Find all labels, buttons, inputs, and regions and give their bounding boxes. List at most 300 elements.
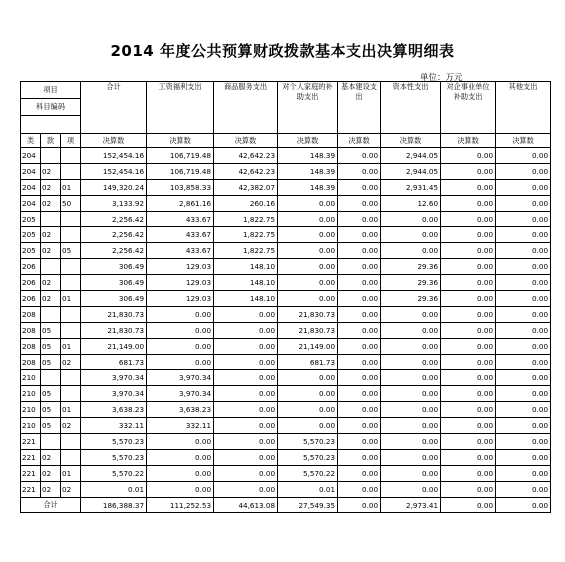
value-cell: 0.00 bbox=[381, 370, 441, 386]
value-cell: 0.00 bbox=[496, 291, 551, 307]
sub-header-construction: 决算数 bbox=[338, 134, 381, 148]
value-cell: 5,570.22 bbox=[81, 465, 147, 481]
xiang-code bbox=[61, 211, 81, 227]
table-row bbox=[21, 322, 551, 338]
value-cell: 129.03 bbox=[147, 259, 214, 275]
value-cell: 0.00 bbox=[441, 243, 496, 259]
value-cell: 0.00 bbox=[278, 211, 338, 227]
sub-header-other: 决算数 bbox=[496, 134, 551, 148]
value-cell: 0.00 bbox=[214, 402, 278, 418]
value-cell: 0.00 bbox=[214, 306, 278, 322]
kuan-code bbox=[41, 434, 61, 450]
value-cell: 103,858.33 bbox=[147, 179, 214, 195]
value-cell: 0.00 bbox=[441, 195, 496, 211]
col-header-wages: 工资福利支出 bbox=[147, 82, 214, 134]
value-cell: 0.00 bbox=[496, 338, 551, 354]
value-cell: 29.36 bbox=[381, 275, 441, 291]
value-cell: 0.00 bbox=[496, 227, 551, 243]
value-cell: 1,822.75 bbox=[214, 243, 278, 259]
value-cell: 0.00 bbox=[381, 243, 441, 259]
value-cell: 0.00 bbox=[496, 434, 551, 450]
value-cell: 0.00 bbox=[496, 402, 551, 418]
value-cell: 152,454.16 bbox=[81, 148, 147, 164]
xiang-code bbox=[61, 227, 81, 243]
value-cell: 0.00 bbox=[441, 465, 496, 481]
value-cell: 2,944.05 bbox=[381, 148, 441, 164]
value-cell: 0.00 bbox=[496, 354, 551, 370]
xiang-code: 02 bbox=[61, 481, 81, 497]
value-cell: 0.00 bbox=[278, 195, 338, 211]
total-cell: 0.00 bbox=[441, 497, 496, 513]
lei-code: 210 bbox=[21, 402, 41, 418]
value-cell: 0.00 bbox=[441, 259, 496, 275]
kuan-header: 款 bbox=[41, 134, 61, 148]
value-cell: 0.00 bbox=[147, 338, 214, 354]
total-cell: 44,613.08 bbox=[214, 497, 278, 513]
xiang-code: 02 bbox=[61, 418, 81, 434]
lei-code: 210 bbox=[21, 386, 41, 402]
value-cell: 0.00 bbox=[441, 322, 496, 338]
value-cell: 149,320.24 bbox=[81, 179, 147, 195]
col-header-capital: 资本性支出 bbox=[381, 82, 441, 134]
value-cell: 106,719.48 bbox=[147, 148, 214, 164]
kuan-code: 02 bbox=[41, 291, 61, 307]
value-cell: 0.00 bbox=[214, 338, 278, 354]
value-cell: 0.00 bbox=[278, 291, 338, 307]
kuan-code: 02 bbox=[41, 243, 61, 259]
value-cell: 5,570.23 bbox=[81, 434, 147, 450]
header-spacer bbox=[21, 116, 81, 134]
lei-code: 221 bbox=[21, 465, 41, 481]
value-cell: 0.00 bbox=[338, 322, 381, 338]
sub-header-household-subsidy: 决算数 bbox=[278, 134, 338, 148]
value-cell: 0.00 bbox=[338, 338, 381, 354]
table-row bbox=[21, 291, 551, 307]
value-cell: 433.67 bbox=[147, 211, 214, 227]
value-cell: 12.60 bbox=[381, 195, 441, 211]
value-cell: 0.00 bbox=[381, 465, 441, 481]
lei-code: 221 bbox=[21, 434, 41, 450]
value-cell: 0.00 bbox=[381, 354, 441, 370]
kuan-code: 05 bbox=[41, 322, 61, 338]
lei-code: 210 bbox=[21, 418, 41, 434]
table-row bbox=[21, 402, 551, 418]
value-cell: 0.00 bbox=[496, 322, 551, 338]
value-cell: 29.36 bbox=[381, 259, 441, 275]
value-cell: 2,256.42 bbox=[81, 227, 147, 243]
total-cell: 27,549.35 bbox=[278, 497, 338, 513]
value-cell: 0.00 bbox=[441, 370, 496, 386]
value-cell: 2,944.05 bbox=[381, 163, 441, 179]
value-cell: 681.73 bbox=[278, 354, 338, 370]
value-cell: 0.00 bbox=[278, 275, 338, 291]
value-cell: 0.00 bbox=[214, 386, 278, 402]
value-cell: 3,970.34 bbox=[147, 370, 214, 386]
value-cell: 0.00 bbox=[147, 434, 214, 450]
value-cell: 3,638.23 bbox=[147, 402, 214, 418]
value-cell: 0.00 bbox=[496, 163, 551, 179]
xiang-code: 01 bbox=[61, 291, 81, 307]
kuan-code: 05 bbox=[41, 338, 61, 354]
value-cell: 0.00 bbox=[381, 386, 441, 402]
kuan-code: 02 bbox=[41, 275, 61, 291]
lei-code: 221 bbox=[21, 481, 41, 497]
value-cell: 433.67 bbox=[147, 243, 214, 259]
total-label: 合计 bbox=[21, 497, 81, 513]
value-cell: 0.00 bbox=[496, 370, 551, 386]
value-cell: 0.00 bbox=[441, 211, 496, 227]
value-cell: 306.49 bbox=[81, 275, 147, 291]
value-cell: 0.00 bbox=[338, 163, 381, 179]
value-cell: 0.00 bbox=[441, 338, 496, 354]
value-cell: 0.00 bbox=[381, 481, 441, 497]
value-cell: 332.11 bbox=[81, 418, 147, 434]
value-cell: 0.00 bbox=[381, 322, 441, 338]
table-row bbox=[21, 418, 551, 434]
table-row bbox=[21, 481, 551, 497]
value-cell: 0.00 bbox=[381, 434, 441, 450]
value-cell: 0.00 bbox=[278, 227, 338, 243]
col-header-goods-services: 商品服务支出 bbox=[214, 82, 278, 134]
value-cell: 0.00 bbox=[381, 338, 441, 354]
value-cell: 0.00 bbox=[441, 402, 496, 418]
table-row bbox=[21, 386, 551, 402]
value-cell: 3,970.34 bbox=[147, 386, 214, 402]
value-cell: 152,454.16 bbox=[81, 163, 147, 179]
value-cell: 129.03 bbox=[147, 275, 214, 291]
table-row bbox=[21, 449, 551, 465]
kuan-code bbox=[41, 148, 61, 164]
kuan-code: 02 bbox=[41, 195, 61, 211]
xiang-code: 01 bbox=[61, 179, 81, 195]
total-cell: 2,973.41 bbox=[381, 497, 441, 513]
value-cell: 0.00 bbox=[338, 434, 381, 450]
value-cell: 42,642.23 bbox=[214, 148, 278, 164]
value-cell: 0.00 bbox=[147, 481, 214, 497]
value-cell: 1,822.75 bbox=[214, 227, 278, 243]
xiang-code: 02 bbox=[61, 354, 81, 370]
value-cell: 2,861.16 bbox=[147, 195, 214, 211]
value-cell: 0.00 bbox=[496, 481, 551, 497]
xiang-code bbox=[61, 322, 81, 338]
value-cell: 148.10 bbox=[214, 259, 278, 275]
value-cell: 0.00 bbox=[338, 259, 381, 275]
value-cell: 0.00 bbox=[338, 386, 381, 402]
value-cell: 148.39 bbox=[278, 163, 338, 179]
value-cell: 0.00 bbox=[496, 386, 551, 402]
table-row bbox=[21, 275, 551, 291]
kuan-code bbox=[41, 370, 61, 386]
table-row bbox=[21, 211, 551, 227]
value-cell: 0.00 bbox=[147, 465, 214, 481]
value-cell: 2,256.42 bbox=[81, 243, 147, 259]
value-cell: 433.67 bbox=[147, 227, 214, 243]
xiang-header: 项 bbox=[61, 134, 81, 148]
table-row bbox=[21, 148, 551, 164]
value-cell: 0.00 bbox=[338, 481, 381, 497]
table-body bbox=[21, 148, 551, 498]
xiang-code bbox=[61, 163, 81, 179]
value-cell: 0.00 bbox=[338, 211, 381, 227]
value-cell: 0.00 bbox=[441, 418, 496, 434]
value-cell: 2,256.42 bbox=[81, 211, 147, 227]
value-cell: 0.00 bbox=[338, 291, 381, 307]
value-cell: 0.00 bbox=[441, 481, 496, 497]
table-row bbox=[21, 163, 551, 179]
value-cell: 0.00 bbox=[214, 354, 278, 370]
page-title: 2014 年度公共预算财政拨款基本支出决算明细表 bbox=[110, 42, 455, 60]
value-cell: 306.49 bbox=[81, 291, 147, 307]
value-cell: 681.73 bbox=[81, 354, 147, 370]
value-cell: 21,830.73 bbox=[278, 306, 338, 322]
value-cell: 106,719.48 bbox=[147, 163, 214, 179]
value-cell: 0.00 bbox=[496, 243, 551, 259]
value-cell: 0.00 bbox=[381, 402, 441, 418]
xiang-code: 05 bbox=[61, 243, 81, 259]
value-cell: 306.49 bbox=[81, 259, 147, 275]
lei-header: 类 bbox=[21, 134, 41, 148]
value-cell: 0.00 bbox=[278, 386, 338, 402]
value-cell: 0.00 bbox=[278, 370, 338, 386]
value-cell: 3,638.23 bbox=[81, 402, 147, 418]
value-cell: 21,149.00 bbox=[81, 338, 147, 354]
value-cell: 0.00 bbox=[338, 179, 381, 195]
value-cell: 0.00 bbox=[496, 148, 551, 164]
value-cell: 5,570.23 bbox=[278, 449, 338, 465]
lei-code: 205 bbox=[21, 243, 41, 259]
value-cell: 0.00 bbox=[381, 449, 441, 465]
value-cell: 0.01 bbox=[278, 481, 338, 497]
xiang-code bbox=[61, 386, 81, 402]
xiang-code bbox=[61, 148, 81, 164]
value-cell: 148.10 bbox=[214, 275, 278, 291]
col-header-total: 合计 bbox=[81, 82, 147, 134]
project-header: 项目 bbox=[21, 82, 81, 99]
value-cell: 5,570.23 bbox=[81, 449, 147, 465]
value-cell: 148.39 bbox=[278, 179, 338, 195]
subject-code-header: 科目编码 bbox=[21, 99, 81, 116]
value-cell: 0.00 bbox=[381, 306, 441, 322]
table-row bbox=[21, 259, 551, 275]
kuan-code: 02 bbox=[41, 227, 61, 243]
value-cell: 21,149.00 bbox=[278, 338, 338, 354]
value-cell: 3,970.34 bbox=[81, 386, 147, 402]
lei-code: 208 bbox=[21, 354, 41, 370]
sub-header-goods-services: 决算数 bbox=[214, 134, 278, 148]
value-cell: 0.00 bbox=[441, 449, 496, 465]
value-cell: 0.00 bbox=[147, 322, 214, 338]
expenditure-table bbox=[20, 81, 551, 513]
xiang-code: 01 bbox=[61, 338, 81, 354]
kuan-code: 02 bbox=[41, 163, 61, 179]
value-cell: 0.00 bbox=[441, 354, 496, 370]
value-cell: 0.00 bbox=[214, 449, 278, 465]
total-cell: 111,252.53 bbox=[147, 497, 214, 513]
value-cell: 0.00 bbox=[214, 434, 278, 450]
kuan-code: 02 bbox=[41, 465, 61, 481]
value-cell: 0.00 bbox=[496, 179, 551, 195]
value-cell: 0.00 bbox=[441, 386, 496, 402]
value-cell: 0.00 bbox=[338, 195, 381, 211]
lei-code: 204 bbox=[21, 179, 41, 195]
value-cell: 0.00 bbox=[441, 434, 496, 450]
value-cell: 0.00 bbox=[278, 402, 338, 418]
value-cell: 0.00 bbox=[496, 259, 551, 275]
value-cell: 0.00 bbox=[338, 243, 381, 259]
value-cell: 0.00 bbox=[441, 148, 496, 164]
sub-header-total: 决算数 bbox=[81, 134, 147, 148]
table-row bbox=[21, 195, 551, 211]
value-cell: 5,570.23 bbox=[278, 434, 338, 450]
xiang-code: 01 bbox=[61, 402, 81, 418]
kuan-code: 02 bbox=[41, 179, 61, 195]
value-cell: 0.00 bbox=[381, 227, 441, 243]
xiang-code bbox=[61, 259, 81, 275]
table-row bbox=[21, 465, 551, 481]
xiang-code bbox=[61, 306, 81, 322]
value-cell: 0.00 bbox=[441, 163, 496, 179]
value-cell: 42,642.23 bbox=[214, 163, 278, 179]
value-cell: 0.00 bbox=[496, 465, 551, 481]
value-cell: 0.00 bbox=[441, 306, 496, 322]
col-header-household-subsidy: 对个人家庭的补助支出 bbox=[278, 82, 338, 134]
col-header-construction: 基本建设支出 bbox=[338, 82, 381, 134]
table-row bbox=[21, 370, 551, 386]
sub-header-wages: 决算数 bbox=[147, 134, 214, 148]
value-cell: 0.00 bbox=[496, 418, 551, 434]
value-cell: 0.00 bbox=[381, 418, 441, 434]
sub-header-enterprise-subsidy: 决算数 bbox=[441, 134, 496, 148]
col-header-other: 其他支出 bbox=[496, 82, 551, 134]
value-cell: 129.03 bbox=[147, 291, 214, 307]
value-cell: 0.00 bbox=[496, 306, 551, 322]
value-cell: 0.00 bbox=[381, 211, 441, 227]
lei-code: 208 bbox=[21, 306, 41, 322]
value-cell: 0.00 bbox=[441, 227, 496, 243]
lei-code: 205 bbox=[21, 211, 41, 227]
value-cell: 0.00 bbox=[338, 402, 381, 418]
lei-code: 210 bbox=[21, 370, 41, 386]
lei-code: 206 bbox=[21, 259, 41, 275]
table-row bbox=[21, 434, 551, 450]
value-cell: 0.00 bbox=[441, 275, 496, 291]
kuan-code: 05 bbox=[41, 386, 61, 402]
value-cell: 0.00 bbox=[214, 465, 278, 481]
kuan-code: 05 bbox=[41, 354, 61, 370]
value-cell: 0.00 bbox=[278, 259, 338, 275]
value-cell: 0.00 bbox=[278, 418, 338, 434]
value-cell: 0.00 bbox=[441, 291, 496, 307]
value-cell: 29.36 bbox=[381, 291, 441, 307]
table-row bbox=[21, 354, 551, 370]
lei-code: 204 bbox=[21, 195, 41, 211]
value-cell: 0.00 bbox=[278, 243, 338, 259]
unit-label: 单位：万元 bbox=[420, 73, 463, 83]
lei-code: 205 bbox=[21, 227, 41, 243]
value-cell: 0.00 bbox=[496, 211, 551, 227]
value-cell: 0.00 bbox=[496, 195, 551, 211]
xiang-code bbox=[61, 275, 81, 291]
value-cell: 21,830.73 bbox=[81, 322, 147, 338]
xiang-code: 50 bbox=[61, 195, 81, 211]
kuan-code: 05 bbox=[41, 402, 61, 418]
total-cell: 186,388.37 bbox=[81, 497, 147, 513]
lei-code: 206 bbox=[21, 275, 41, 291]
table-row bbox=[21, 306, 551, 322]
xiang-code: 01 bbox=[61, 465, 81, 481]
value-cell: 3,970.34 bbox=[81, 370, 147, 386]
value-cell: 332.11 bbox=[147, 418, 214, 434]
table-row bbox=[21, 227, 551, 243]
value-cell: 148.39 bbox=[278, 148, 338, 164]
xiang-code bbox=[61, 449, 81, 465]
table-row bbox=[21, 243, 551, 259]
xiang-code bbox=[61, 370, 81, 386]
total-cell: 0.00 bbox=[338, 497, 381, 513]
value-cell: 0.00 bbox=[147, 354, 214, 370]
kuan-code: 05 bbox=[41, 418, 61, 434]
total-row bbox=[21, 497, 551, 513]
value-cell: 0.00 bbox=[338, 354, 381, 370]
value-cell: 0.00 bbox=[496, 275, 551, 291]
value-cell: 0.00 bbox=[441, 179, 496, 195]
value-cell: 0.01 bbox=[81, 481, 147, 497]
value-cell: 0.00 bbox=[147, 306, 214, 322]
value-cell: 260.16 bbox=[214, 195, 278, 211]
value-cell: 0.00 bbox=[338, 227, 381, 243]
lei-code: 204 bbox=[21, 148, 41, 164]
kuan-code: 02 bbox=[41, 449, 61, 465]
value-cell: 0.00 bbox=[338, 449, 381, 465]
value-cell: 0.00 bbox=[147, 449, 214, 465]
value-cell: 0.00 bbox=[338, 148, 381, 164]
value-cell: 42,382.07 bbox=[214, 179, 278, 195]
value-cell: 0.00 bbox=[214, 322, 278, 338]
kuan-code bbox=[41, 259, 61, 275]
xiang-code bbox=[61, 434, 81, 450]
kuan-code bbox=[41, 211, 61, 227]
value-cell: 148.10 bbox=[214, 291, 278, 307]
value-cell: 0.00 bbox=[214, 481, 278, 497]
value-cell: 1,822.75 bbox=[214, 211, 278, 227]
value-cell: 2,931.45 bbox=[381, 179, 441, 195]
lei-code: 221 bbox=[21, 449, 41, 465]
total-cell: 0.00 bbox=[496, 497, 551, 513]
value-cell: 3,133.92 bbox=[81, 195, 147, 211]
lei-code: 208 bbox=[21, 322, 41, 338]
table-row bbox=[21, 338, 551, 354]
kuan-code: 02 bbox=[41, 481, 61, 497]
value-cell: 0.00 bbox=[338, 465, 381, 481]
col-header-enterprise-subsidy: 对企事业单位补助支出 bbox=[441, 82, 496, 134]
lei-code: 206 bbox=[21, 291, 41, 307]
value-cell: 0.00 bbox=[338, 418, 381, 434]
lei-code: 204 bbox=[21, 163, 41, 179]
value-cell: 0.00 bbox=[214, 370, 278, 386]
value-cell: 0.00 bbox=[214, 418, 278, 434]
value-cell: 21,830.73 bbox=[278, 322, 338, 338]
value-cell: 5,570.22 bbox=[278, 465, 338, 481]
value-cell: 0.00 bbox=[496, 449, 551, 465]
value-cell: 0.00 bbox=[338, 275, 381, 291]
value-cell: 0.00 bbox=[338, 370, 381, 386]
sub-header-capital: 决算数 bbox=[381, 134, 441, 148]
table-row bbox=[21, 179, 551, 195]
value-cell: 0.00 bbox=[338, 306, 381, 322]
kuan-code bbox=[41, 306, 61, 322]
lei-code: 208 bbox=[21, 338, 41, 354]
value-cell: 21,830.73 bbox=[81, 306, 147, 322]
